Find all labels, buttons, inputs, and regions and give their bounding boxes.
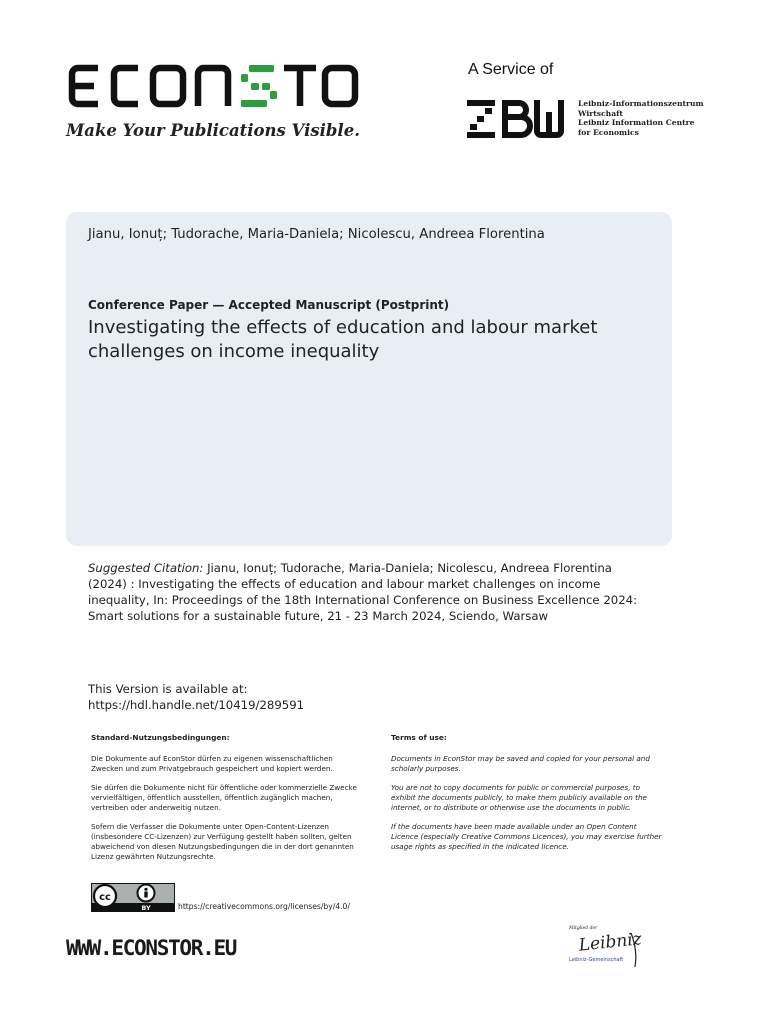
terms-english-paragraph: Documents in EconStor may be saved and copied for your personal and scholarly purposes. xyxy=(391,754,650,773)
service-label: A Service of xyxy=(468,61,554,78)
license-link[interactable]: https://creativecommons.org/licenses/by/4.0/ xyxy=(178,902,350,911)
record-panel xyxy=(66,212,672,546)
terms-german-heading: Standard-Nutzungsbedingungen: xyxy=(91,733,230,742)
suggested-citation xyxy=(88,560,648,624)
terms-german-paragraph: Sie dürfen die Dokumente nicht für öffentliche oder kommerzielle Zwecke vervielfältigen, öffentlich ausstellen, öffentlich zugänglich machen, vertreiben oder anderweitig nutzen. xyxy=(91,783,357,812)
zbw-logo xyxy=(467,100,565,138)
cc-badge-label: BY xyxy=(141,904,151,912)
terms-german-paragraph: Die Dokumente auf EconStor dürfen zu eigenen wissenschaftlichen Zwecken und zum Privatgebrauch gespeichert und kopiert werden. xyxy=(91,754,333,773)
citation-label: Suggested Citation: xyxy=(88,561,204,575)
terms-english-paragraph: You are not to copy documents for public or commercial purposes, to exhibit the documents publicly, to make them publicly available on the internet, or to distribute or otherwise use the documents in public. xyxy=(391,783,647,812)
terms-english-heading: Terms of use: xyxy=(391,733,447,742)
version-label: This Version is available at: xyxy=(88,682,248,696)
zbw-line: Wirtschaft xyxy=(578,108,623,118)
terms-english-paragraph: If the documents have been made available under an Open Content Licence (especially Creative Commons Licences), you may exercise further usage rights as specified in the indicated licence. xyxy=(391,822,662,851)
zbw-line: for Economics xyxy=(578,127,639,137)
terms-german-paragraph: Sofern die Verfasser die Dokumente unter Open-Content-Lizenzen (insbesondere CC-Lizenzen) zur Verfügung gestellt haben sollten, gelten abweichend von diesen Nutzungsbedingungen die in der dort genannten Lizenz gewährten Nutzungsrechte. xyxy=(91,822,354,861)
leibniz-gemeinschaft-label: Leibniz-Gemeinschaft xyxy=(569,957,624,963)
leibniz-association-logo xyxy=(565,921,645,971)
zbw-line: Leibniz-Informationszentrum xyxy=(578,99,704,108)
handle-link[interactable]: https://hdl.handle.net/10419/289591 xyxy=(88,698,305,712)
version-info xyxy=(88,681,304,713)
document-title: Investigating the effects of education and labour market challenges on income inequality xyxy=(88,317,598,362)
leibniz-signature: Leibniz xyxy=(577,929,643,956)
leibniz-member-label: Mitglied der xyxy=(569,926,598,931)
econstor-logo xyxy=(66,62,360,110)
terms-german xyxy=(91,733,363,871)
document-type: Conference Paper — Accepted Manuscript (Postprint) xyxy=(88,298,450,312)
terms-english xyxy=(391,733,663,861)
zbw-institution-name xyxy=(578,99,704,137)
tagline: Make Your Publications Visible. xyxy=(66,121,360,140)
cc-by-license-badge[interactable] xyxy=(91,883,175,912)
econstor-website-url[interactable]: WWW.ECONSTOR.EU xyxy=(66,936,237,960)
authors: Jianu, Ionuț; Tudorache, Maria-Daniela; Nicolescu, Andreea Florentina xyxy=(88,227,545,242)
svg-text:cc: cc xyxy=(99,892,111,903)
zbw-line: Leibniz Information Centre xyxy=(578,118,695,128)
citation-text: Jianu, Ionuț; Tudorache, Maria-Daniela; Nicolescu, Andreea Florentina (2024) : Investigating the effects of education and labour market challenges on income inequality, In: Proceedings of the 18th International Conference on Business Excellence 2024: Smart solutions for a sustainable future, 21 - 23 March 2024, Sciendo, Warsaw xyxy=(88,561,638,623)
